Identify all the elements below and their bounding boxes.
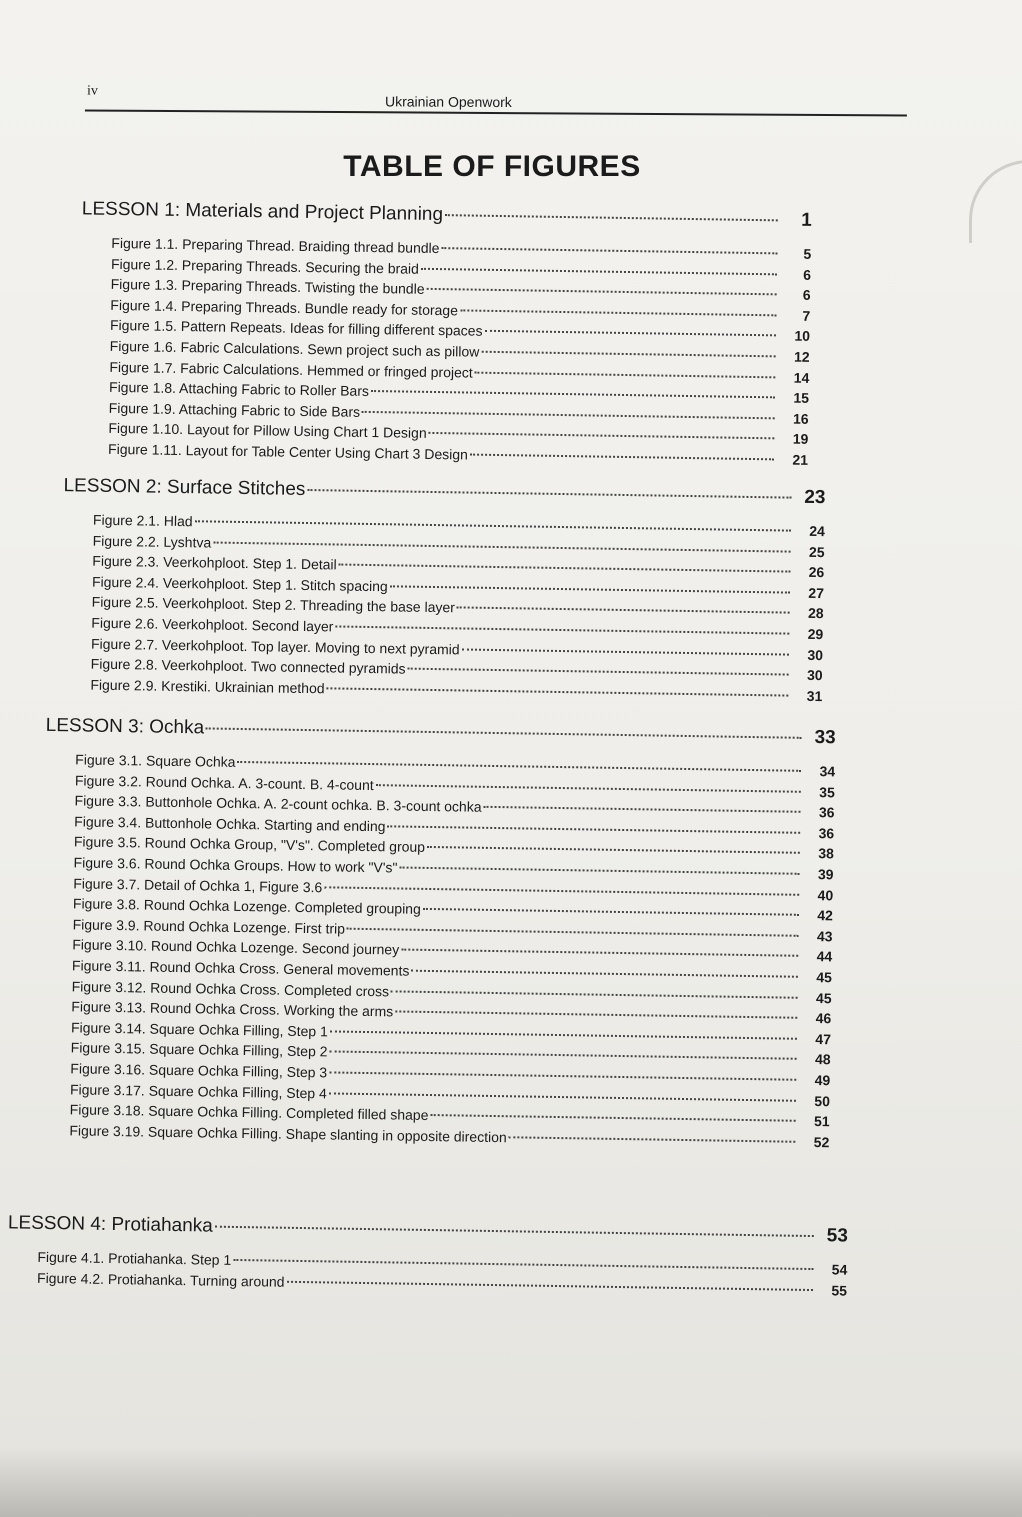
lesson-title: LESSON 4: Protiahanka (7, 1212, 213, 1237)
figure-title: Figure 2.8. Veerkohploot. Two connected pyramids (90, 655, 406, 677)
dot-leader (391, 990, 797, 998)
dot-leader (195, 520, 791, 531)
figure-title: Figure 1.9. Attaching Fabric to Side Bars (108, 399, 361, 420)
figure-page: 31 (806, 687, 823, 704)
figure-page: 26 (808, 564, 825, 581)
figure-title: Figure 2.7. Veerkohploot. Top layer. Moving to next pyramid (90, 635, 460, 657)
lesson-title: LESSON 3: Ochka (45, 714, 205, 739)
dot-leader (481, 351, 775, 358)
figure-page: 45 (816, 969, 833, 986)
figure-page: 10 (794, 328, 811, 345)
figure-title: Figure 3.1. Square Ochka (75, 751, 236, 770)
figure-title: Figure 1.5. Pattern Repeats. Ideas for filling different spaces (109, 317, 483, 340)
figure-page: 24 (809, 522, 826, 540)
figure-title: Figure 2.5. Veerkohploot. Step 2. Threading the base layer (91, 594, 455, 616)
figure-title: Figure 3.18. Square Ochka Filling. Completed filled shape (69, 1101, 429, 1124)
figure-page: 27 (808, 584, 825, 601)
figure-title: Figure 1.8. Attaching Fabric to Roller Bars (108, 379, 370, 400)
page-header (85, 83, 907, 116)
lesson-title: LESSON 2: Surface Stitches (63, 475, 306, 500)
dot-leader (429, 432, 775, 439)
dot-leader (376, 784, 801, 793)
dot-leader (307, 489, 791, 499)
dot-leader (395, 1011, 797, 1019)
figure-title: Figure 3.9. Round Ochka Lozenge. First trip (72, 916, 346, 937)
figure-title: Figure 3.14. Square Ochka Filling, Step 1 (70, 1019, 328, 1040)
dot-leader (287, 1280, 813, 1290)
figure-title: Figure 1.2. Preparing Threads. Securing the braid (110, 255, 420, 277)
dot-leader (388, 825, 801, 833)
figure-page: 6 (803, 266, 812, 283)
figure-title: Figure 1.4. Preparing Threads. Bundle ready for storage (110, 296, 459, 319)
figure-title: Figure 3.7. Detail of Ochka 1, Figure 3.6 (73, 874, 323, 895)
figure-title: Figure 3.17. Square Ochka Filling, Step 4 (69, 1080, 327, 1101)
page-number: iv (87, 83, 98, 99)
dot-leader (484, 806, 801, 813)
lesson-block-4 (7, 1212, 848, 1302)
figure-list (7, 1248, 848, 1302)
figure-page: 54 (831, 1261, 848, 1278)
figure-title: Figure 2.2. Lyshtva (92, 532, 212, 551)
figure-title: Figure 4.1. Protiahanka. Step 1 (37, 1248, 232, 1268)
dot-leader (371, 390, 775, 398)
figure-title: Figure 2.3. Veerkohploot. Step 1. Detail (92, 552, 337, 573)
dot-leader (430, 1114, 795, 1122)
figure-page: 50 (814, 1092, 831, 1109)
dot-leader (213, 541, 790, 552)
figure-page: 25 (808, 543, 825, 560)
figure-title: Figure 3.16. Square Ochka Filling, Step 3 (70, 1060, 328, 1081)
dot-leader (462, 648, 789, 655)
figure-page: 35 (819, 783, 835, 800)
figure-title: Figure 2.4. Veerkohploot. Step 1. Stitch spacing (91, 573, 388, 595)
figure-page: 19 (792, 430, 809, 448)
lesson-block-3 (39, 715, 836, 1155)
dot-leader (215, 1226, 814, 1237)
figure-page: 34 (819, 763, 836, 780)
figure-title: Figure 3.5. Round Ochka Group, "V's". Completed group (73, 833, 426, 856)
figure-title: Figure 3.4. Buttonhole Ochka. Starting and ending (74, 813, 386, 835)
lesson-heading (63, 475, 825, 517)
figure-page: 36 (818, 804, 835, 821)
lesson-page: 1 (801, 209, 812, 231)
figure-title: Figure 3.2. Round Ochka. A. 3-count. B. 4-count (74, 771, 374, 793)
figure-title: Figure 4.2. Protiahanka. Turning around (36, 1269, 285, 1290)
figure-list (60, 511, 825, 708)
dot-leader (329, 1071, 796, 1080)
dot-leader (485, 330, 776, 337)
dot-leader (445, 214, 778, 221)
lesson-page: 23 (804, 486, 826, 509)
figure-title: Figure 3.10. Round Ochka Lozenge. Second journey (72, 936, 400, 958)
figure-title: Figure 3.3. Buttonhole Ochka. A. 2-count ochka. B. 3-count ochka (74, 792, 482, 815)
figure-title: Figure 3.12. Round Ochka Cross. Completed cross (71, 977, 390, 999)
figure-title: Figure 3.15. Square Ochka Filling, Step 2 (70, 1039, 328, 1060)
figure-title: Figure 1.7. Fabric Calculations. Hemmed or fringed project (109, 358, 473, 381)
figure-page: 45 (815, 989, 832, 1006)
dot-leader (427, 846, 800, 854)
dot-leader (329, 1051, 796, 1060)
dot-leader (347, 927, 799, 936)
figure-title: Figure 1.3. Preparing Threads. Twisting the bundle (110, 276, 425, 298)
figure-title: Figure 3.6. Round Ochka Groups. How to work "V's" (73, 854, 398, 876)
figure-title: Figure 2.9. Krestiki. Ukrainian method (90, 676, 325, 697)
page-bottom-shadow (0, 1447, 1022, 1517)
figure-page: 36 (818, 824, 835, 842)
figure-title: Figure 3.8. Round Ochka Lozenge. Completed grouping (72, 895, 421, 917)
dot-leader (470, 453, 774, 460)
figure-title: Figure 2.6. Veerkohploot. Second layer (91, 614, 334, 635)
lesson-block-2 (60, 475, 825, 708)
dot-leader (427, 288, 777, 295)
figure-title: Figure 3.19. Square Ochka Filling. Shape slanting in opposite direction (69, 1122, 507, 1145)
dot-leader (475, 371, 776, 378)
dot-leader (362, 411, 775, 419)
figure-page: 55 (831, 1281, 848, 1299)
dot-leader (421, 267, 777, 275)
figure-page: 43 (816, 927, 833, 945)
figure-page: 48 (814, 1051, 831, 1068)
figure-page: 15 (793, 389, 810, 407)
dot-leader (335, 625, 789, 634)
figure-page: 51 (813, 1113, 830, 1130)
figure-page: 40 (817, 886, 834, 903)
dot-leader (399, 866, 799, 874)
dot-leader (408, 668, 789, 676)
dot-leader (238, 761, 802, 772)
figure-page: 6 (802, 286, 811, 304)
lesson-heading (45, 715, 835, 757)
dot-leader (457, 607, 790, 614)
lesson-heading (8, 1212, 848, 1255)
dot-leader (401, 949, 798, 957)
figure-page: 47 (815, 1030, 832, 1048)
dot-leader (206, 727, 802, 738)
figure-list (39, 751, 835, 1155)
figure-page: 30 (807, 646, 824, 663)
figure-page: 28 (807, 605, 824, 622)
figure-page: 5 (803, 245, 812, 262)
figure-title: Figure 1.10. Layout for Pillow Using Chart 1 Design (108, 420, 427, 442)
figure-page: 14 (793, 369, 810, 386)
lesson-title: LESSON 1: Materials and Project Planning (81, 198, 444, 226)
figure-page: 44 (816, 948, 833, 965)
figure-title: Figure 1.1. Preparing Thread. Braiding thread bundle (111, 234, 440, 257)
figure-page: 21 (792, 451, 809, 468)
lesson-page: 33 (814, 727, 836, 749)
figure-page: 16 (792, 410, 809, 427)
figure-page: 12 (793, 348, 810, 365)
figure-page: 42 (817, 907, 834, 924)
dot-leader (411, 970, 798, 978)
dot-leader (423, 908, 799, 916)
page-title: TABLE OF FIGURES (343, 150, 641, 183)
figure-page: 30 (806, 667, 823, 684)
figure-title: Figure 2.1. Hlad (92, 511, 193, 530)
figure-page: 49 (814, 1071, 831, 1089)
lesson-block-1 (78, 198, 812, 472)
figure-page: 7 (802, 307, 811, 324)
dot-leader (324, 886, 799, 895)
running-head: Ukrainian Openwork (384, 93, 512, 111)
figure-page: 52 (813, 1133, 830, 1150)
dot-leader (327, 687, 789, 696)
dot-leader (509, 1136, 796, 1143)
figure-title: Figure 1.6. Fabric Calculations. Sewn project such as pillow (109, 337, 480, 360)
dot-leader (441, 247, 777, 254)
figure-title: Figure 1.11. Layout for Table Center Using Chart 3 Design (107, 440, 469, 463)
dot-leader (460, 309, 776, 316)
dot-leader (329, 1092, 796, 1101)
figure-page: 39 (817, 866, 834, 883)
figure-page: 38 (818, 845, 834, 862)
figure-title: Figure 3.13. Round Ochka Cross. Working the arms (71, 998, 394, 1020)
figure-list (78, 234, 811, 472)
lesson-heading (82, 198, 812, 239)
figure-title: Figure 3.11. Round Ochka Cross. General movements (71, 957, 410, 979)
dot-leader (330, 1030, 797, 1039)
table-of-figures (0, 197, 1022, 1413)
dot-leader (339, 564, 791, 573)
figure-page: 46 (815, 1010, 832, 1027)
figure-page: 29 (807, 625, 824, 643)
dot-leader (233, 1259, 813, 1270)
lesson-page: 53 (826, 1225, 849, 1247)
dot-leader (390, 585, 790, 593)
